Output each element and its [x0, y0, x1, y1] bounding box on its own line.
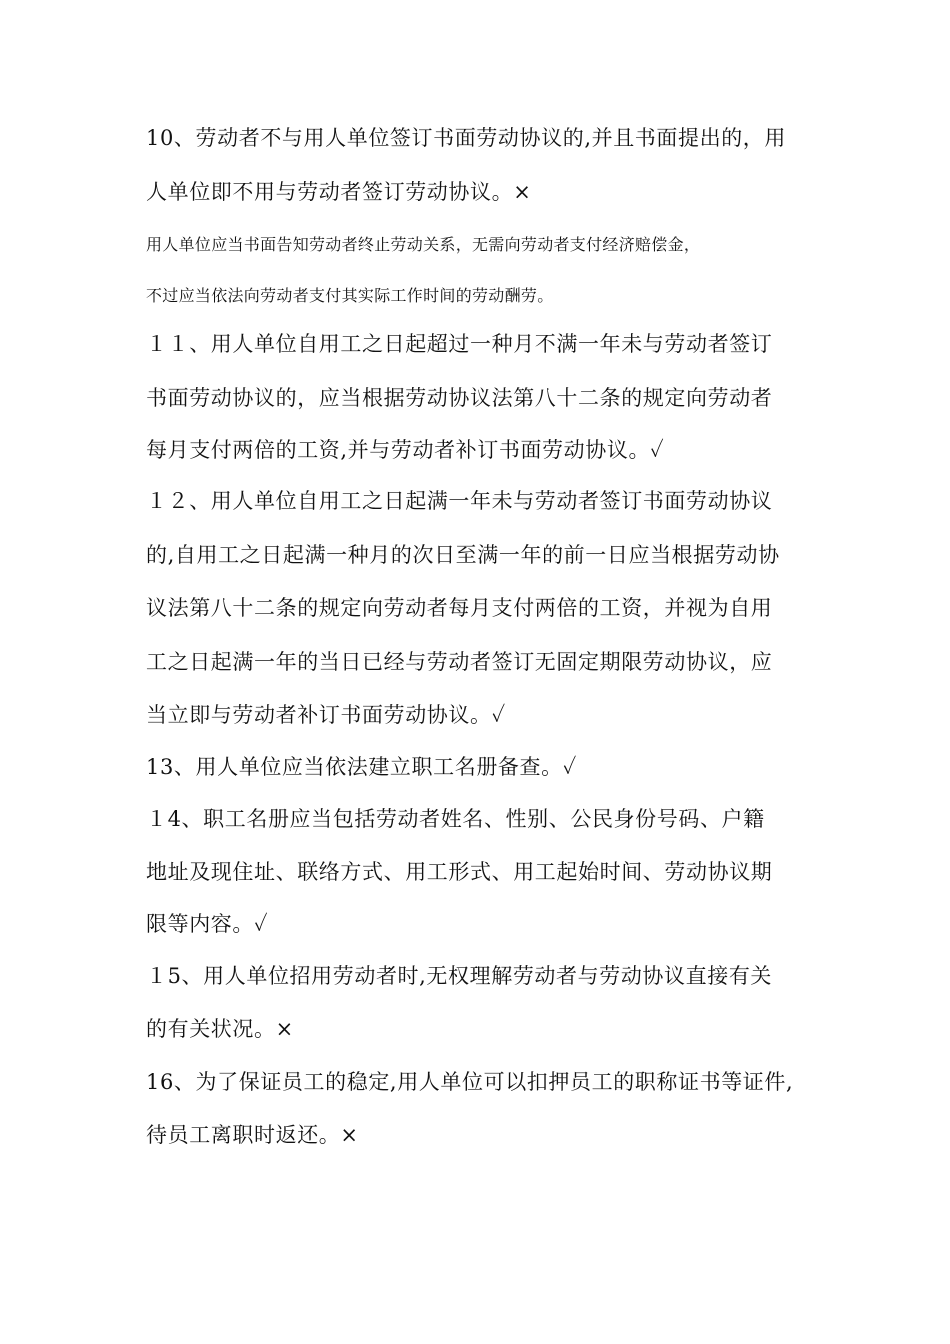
explanation-10-line-1: 用人单位应当书面告知劳动者终止劳动关系，无需向劳动者支付经济赔偿金， [146, 235, 701, 254]
question-14-line-1: １4、职工名册应当包括劳动者姓名、性别、公民身份号码、户籍 [146, 807, 765, 831]
question-10-line-2: 人单位即不用与劳动者签订劳动协议。× [146, 180, 532, 204]
question-12-line-5: 当立即与劳动者补订书面劳动协议。✓ [146, 703, 506, 727]
question-11-line-3: 每月支付两倍的工资,并与劳动者补订书面劳动协议。✓ [146, 438, 665, 462]
question-13-line-1: 13、用人单位应当依法建立职工名册备查。✓ [146, 755, 577, 779]
question-11-line-2: 书面劳动协议的，应当根据劳动协议法第八十二条的规定向劳动者 [146, 386, 773, 410]
question-12-line-4: 工之日起满一年的当日已经与劳动者签订无固定期限劳动协议，应 [146, 650, 773, 674]
question-14-line-3: 限等内容。✓ [146, 912, 269, 936]
question-15-line-2: 的有关状况。× [146, 1017, 294, 1041]
question-16-line-2: 待员工离职时返还。× [146, 1123, 359, 1147]
explanation-10-line-2: 不过应当依法向劳动者支付其实际工作时间的劳动酬劳。 [146, 286, 554, 305]
question-12-line-1: １２、用人单位自用工之日起满一年未与劳动者签订书面劳动协议 [146, 489, 773, 513]
question-12-line-3: 议法第八十二条的规定向劳动者每月支付两倍的工资，并视为自用 [146, 596, 773, 620]
question-15-line-1: １5、用人单位招用劳动者时,无权理解劳动者与劳动协议直接有关 [146, 964, 773, 988]
question-10-line-1: 10、劳动者不与用人单位签订书面劳动协议的,并且书面提出的，用 [146, 126, 786, 150]
question-16-line-1: 16、为了保证员工的稳定,用人单位可以扣押员工的职称证书等证件, [146, 1070, 794, 1094]
question-11-line-1: １１、用人单位自用工之日起超过一种月不满一年未与劳动者签订 [146, 332, 773, 356]
question-12-line-2: 的,自用工之日起满一种月的次日至满一年的前一日应当根据劳动协 [146, 543, 780, 567]
question-14-line-2: 地址及现住址、联络方式、用工形式、用工起始时间、劳动协议期 [146, 860, 773, 884]
